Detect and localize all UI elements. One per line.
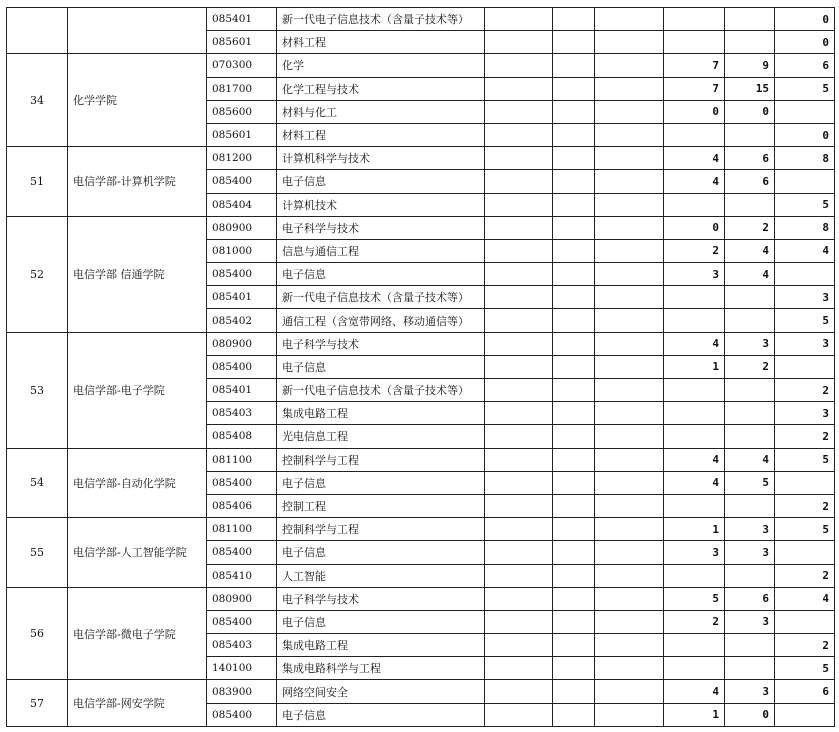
empty-cell (553, 657, 595, 680)
empty-cell (595, 355, 664, 378)
empty-cell (595, 54, 664, 77)
quota-value-cell-3: 0 (775, 8, 835, 31)
empty-cell (485, 77, 553, 100)
major-name-cell: 新一代电子信息技术（含量子技术等） (277, 8, 485, 31)
quota-value-cell-1 (664, 634, 725, 657)
empty-cell (595, 703, 664, 726)
empty-cell (595, 494, 664, 517)
quota-value-cell-2 (725, 193, 775, 216)
empty-cell (595, 610, 664, 633)
quota-value-cell-1 (664, 123, 725, 146)
quota-value-cell-3: 5 (775, 657, 835, 680)
quota-value-cell-2: 4 (725, 448, 775, 471)
empty-cell (553, 193, 595, 216)
empty-cell (595, 193, 664, 216)
quota-value-cell-1: 3 (664, 263, 725, 286)
major-code-cell: 085401 (207, 286, 277, 309)
major-code-cell: 085408 (207, 425, 277, 448)
quota-value-cell-1 (664, 379, 725, 402)
quota-value-cell-1: 7 (664, 54, 725, 77)
quota-value-cell-3: 2 (775, 634, 835, 657)
empty-cell (553, 425, 595, 448)
empty-cell (485, 216, 553, 239)
major-code-cell: 081100 (207, 518, 277, 541)
quota-value-cell-3: 6 (775, 54, 835, 77)
quota-value-cell-3: 3 (775, 286, 835, 309)
table-row (7, 147, 835, 170)
empty-cell (485, 8, 553, 31)
empty-cell (485, 170, 553, 193)
major-name-cell: 集成电路工程 (277, 634, 485, 657)
empty-cell (595, 680, 664, 703)
quota-value-cell-3 (775, 471, 835, 494)
quota-value-cell-1: 4 (664, 680, 725, 703)
empty-cell (485, 634, 553, 657)
major-code-cell: 085406 (207, 494, 277, 517)
quota-value-cell-1 (664, 494, 725, 517)
major-code-cell: 085400 (207, 610, 277, 633)
empty-cell (595, 8, 664, 31)
quota-value-cell-1: 4 (664, 170, 725, 193)
table-row (7, 518, 835, 541)
quota-value-cell-1 (664, 309, 725, 332)
empty-cell (553, 518, 595, 541)
quota-value-cell-2: 15 (725, 77, 775, 100)
empty-cell (595, 263, 664, 286)
empty-cell (595, 402, 664, 425)
quota-value-cell-2 (725, 379, 775, 402)
quota-value-cell-1: 1 (664, 355, 725, 378)
school-name-cell: 电信学部-自动化学院 (68, 448, 207, 518)
quota-value-cell-2 (725, 31, 775, 54)
group-number-cell: 53 (7, 332, 68, 448)
empty-cell (485, 518, 553, 541)
major-name-cell: 电子科学与技术 (277, 587, 485, 610)
empty-cell (485, 147, 553, 170)
major-code-cell: 085401 (207, 8, 277, 31)
major-code-cell: 085404 (207, 193, 277, 216)
empty-cell (553, 564, 595, 587)
empty-cell (553, 379, 595, 402)
quota-value-cell-1: 5 (664, 587, 725, 610)
quota-value-cell-3 (775, 170, 835, 193)
empty-cell (485, 564, 553, 587)
quota-value-cell-1: 7 (664, 77, 725, 100)
major-code-cell: 081000 (207, 239, 277, 262)
empty-cell (595, 448, 664, 471)
major-name-cell: 电子信息 (277, 610, 485, 633)
quota-value-cell-1 (664, 425, 725, 448)
school-name-cell: 化学学院 (68, 54, 207, 147)
table-row (7, 54, 835, 77)
empty-cell (595, 170, 664, 193)
empty-cell (553, 239, 595, 262)
quota-value-cell-1: 2 (664, 239, 725, 262)
empty-cell (485, 587, 553, 610)
major-name-cell: 材料工程 (277, 31, 485, 54)
empty-cell (553, 123, 595, 146)
table-row (7, 8, 835, 31)
empty-cell (553, 402, 595, 425)
empty-cell (595, 564, 664, 587)
table-row (7, 216, 835, 239)
empty-cell (485, 680, 553, 703)
quota-value-cell-2: 3 (725, 680, 775, 703)
quota-value-cell-1: 1 (664, 518, 725, 541)
group-number-cell: 54 (7, 448, 68, 518)
major-name-cell: 网络空间安全 (277, 680, 485, 703)
quota-value-cell-2: 2 (725, 216, 775, 239)
major-code-cell: 085400 (207, 703, 277, 726)
empty-cell (595, 587, 664, 610)
quota-value-cell-3 (775, 263, 835, 286)
empty-cell (553, 216, 595, 239)
major-code-cell: 085400 (207, 541, 277, 564)
empty-cell (485, 541, 553, 564)
quota-value-cell-1: 4 (664, 147, 725, 170)
quota-value-cell-2 (725, 8, 775, 31)
empty-cell (595, 471, 664, 494)
quota-value-cell-1 (664, 657, 725, 680)
empty-cell (553, 54, 595, 77)
quota-value-cell-3: 2 (775, 379, 835, 402)
quota-value-cell-2: 5 (725, 471, 775, 494)
quota-value-cell-3: 8 (775, 216, 835, 239)
school-name-cell: 电信学部-人工智能学院 (68, 518, 207, 588)
empty-cell (595, 541, 664, 564)
empty-cell (595, 100, 664, 123)
quota-value-cell-3: 5 (775, 448, 835, 471)
quota-value-cell-3: 6 (775, 680, 835, 703)
major-name-cell: 材料工程 (277, 123, 485, 146)
major-name-cell: 新一代电子信息技术（含量子技术等） (277, 286, 485, 309)
group-number-cell (7, 8, 68, 54)
quota-value-cell-3 (775, 610, 835, 633)
school-name-cell (68, 8, 207, 54)
empty-cell (485, 31, 553, 54)
quota-value-cell-2: 6 (725, 147, 775, 170)
quota-value-cell-3: 5 (775, 518, 835, 541)
major-name-cell: 人工智能 (277, 564, 485, 587)
empty-cell (485, 263, 553, 286)
empty-cell (485, 123, 553, 146)
empty-cell (485, 309, 553, 332)
empty-cell (485, 54, 553, 77)
empty-cell (553, 8, 595, 31)
school-name-cell: 电信学部-电子学院 (68, 332, 207, 448)
quota-value-cell-3 (775, 541, 835, 564)
quota-value-cell-2: 9 (725, 54, 775, 77)
quota-value-cell-3: 5 (775, 309, 835, 332)
empty-cell (553, 541, 595, 564)
major-code-cell: 070300 (207, 54, 277, 77)
quota-value-cell-2 (725, 494, 775, 517)
major-name-cell: 电子信息 (277, 355, 485, 378)
empty-cell (595, 657, 664, 680)
major-name-cell: 信息与通信工程 (277, 239, 485, 262)
quota-table-body (7, 8, 835, 727)
table-row (7, 680, 835, 703)
empty-cell (553, 634, 595, 657)
quota-value-cell-2 (725, 634, 775, 657)
empty-cell (553, 332, 595, 355)
quota-value-cell-1: 4 (664, 471, 725, 494)
empty-cell (485, 610, 553, 633)
empty-cell (485, 703, 553, 726)
major-code-cell: 081200 (207, 147, 277, 170)
major-name-cell: 电子信息 (277, 471, 485, 494)
table-row (7, 332, 835, 355)
quota-value-cell-2: 3 (725, 541, 775, 564)
quota-value-cell-1: 4 (664, 332, 725, 355)
major-code-cell: 081700 (207, 77, 277, 100)
quota-value-cell-3: 0 (775, 123, 835, 146)
major-code-cell: 085403 (207, 402, 277, 425)
empty-cell (595, 123, 664, 146)
quota-value-cell-2: 6 (725, 170, 775, 193)
empty-cell (553, 587, 595, 610)
quota-value-cell-3: 5 (775, 77, 835, 100)
major-code-cell: 085600 (207, 100, 277, 123)
quota-value-cell-3 (775, 703, 835, 726)
quota-value-cell-2 (725, 286, 775, 309)
major-name-cell: 集成电路科学与工程 (277, 657, 485, 680)
quota-value-cell-2: 4 (725, 239, 775, 262)
group-number-cell: 56 (7, 587, 68, 680)
empty-cell (595, 216, 664, 239)
major-code-cell: 085601 (207, 123, 277, 146)
empty-cell (595, 31, 664, 54)
major-name-cell: 电子科学与技术 (277, 332, 485, 355)
quota-value-cell-2: 6 (725, 587, 775, 610)
empty-cell (553, 170, 595, 193)
empty-cell (485, 239, 553, 262)
quota-value-cell-3: 3 (775, 332, 835, 355)
empty-cell (485, 402, 553, 425)
quota-value-cell-2 (725, 309, 775, 332)
quota-value-cell-1: 0 (664, 216, 725, 239)
quota-value-cell-3: 2 (775, 425, 835, 448)
quota-value-cell-1 (664, 402, 725, 425)
quota-value-cell-3: 5 (775, 193, 835, 216)
major-code-cell: 081100 (207, 448, 277, 471)
major-code-cell: 080900 (207, 216, 277, 239)
empty-cell (553, 680, 595, 703)
school-name-cell: 电信学部-微电子学院 (68, 587, 207, 680)
empty-cell (553, 263, 595, 286)
empty-cell (595, 147, 664, 170)
empty-cell (553, 448, 595, 471)
group-number-cell: 57 (7, 680, 68, 726)
quota-value-cell-1: 3 (664, 541, 725, 564)
major-name-cell: 通信工程（含宽带网络、移动通信等） (277, 309, 485, 332)
school-name-cell: 电信学部-网安学院 (68, 680, 207, 726)
empty-cell (485, 379, 553, 402)
empty-cell (553, 494, 595, 517)
empty-cell (485, 332, 553, 355)
quota-value-cell-3: 8 (775, 147, 835, 170)
major-code-cell: 085400 (207, 170, 277, 193)
major-code-cell: 085402 (207, 309, 277, 332)
quota-value-cell-3: 3 (775, 402, 835, 425)
quota-value-cell-1: 4 (664, 448, 725, 471)
quota-value-cell-2 (725, 402, 775, 425)
quota-value-cell-1 (664, 286, 725, 309)
major-code-cell: 085400 (207, 355, 277, 378)
quota-value-cell-3: 4 (775, 587, 835, 610)
empty-cell (485, 193, 553, 216)
major-name-cell: 材料与化工 (277, 100, 485, 123)
quota-value-cell-2 (725, 564, 775, 587)
quota-value-cell-2: 3 (725, 332, 775, 355)
major-name-cell: 计算机科学与技术 (277, 147, 485, 170)
major-name-cell: 电子信息 (277, 170, 485, 193)
school-name-cell: 电信学部-计算机学院 (68, 147, 207, 217)
table-row (7, 448, 835, 471)
quota-value-cell-1 (664, 8, 725, 31)
empty-cell (595, 239, 664, 262)
empty-cell (485, 471, 553, 494)
empty-cell (595, 77, 664, 100)
empty-cell (553, 147, 595, 170)
empty-cell (485, 100, 553, 123)
quota-value-cell-2 (725, 123, 775, 146)
major-name-cell: 电子信息 (277, 263, 485, 286)
empty-cell (595, 379, 664, 402)
major-code-cell: 085400 (207, 471, 277, 494)
major-code-cell: 080900 (207, 587, 277, 610)
major-code-cell: 085401 (207, 379, 277, 402)
empty-cell (595, 425, 664, 448)
major-name-cell: 电子信息 (277, 541, 485, 564)
major-name-cell: 控制科学与工程 (277, 448, 485, 471)
empty-cell (485, 494, 553, 517)
quota-value-cell-1: 0 (664, 100, 725, 123)
major-name-cell: 化学工程与技术 (277, 77, 485, 100)
empty-cell (595, 634, 664, 657)
empty-cell (595, 286, 664, 309)
major-name-cell: 控制科学与工程 (277, 518, 485, 541)
group-number-cell: 51 (7, 147, 68, 217)
empty-cell (553, 471, 595, 494)
quota-value-cell-1 (664, 193, 725, 216)
quota-value-cell-3 (775, 355, 835, 378)
empty-cell (553, 355, 595, 378)
major-name-cell: 计算机技术 (277, 193, 485, 216)
quota-value-cell-3: 0 (775, 31, 835, 54)
empty-cell (595, 332, 664, 355)
quota-value-cell-3: 4 (775, 239, 835, 262)
quota-value-cell-2: 4 (725, 263, 775, 286)
quota-value-cell-2: 0 (725, 703, 775, 726)
group-number-cell: 34 (7, 54, 68, 147)
school-name-cell: 电信学部 信通学院 (68, 216, 207, 332)
empty-cell (595, 518, 664, 541)
group-number-cell: 52 (7, 216, 68, 332)
table-row (7, 587, 835, 610)
major-code-cell: 085601 (207, 31, 277, 54)
quota-value-cell-2: 0 (725, 100, 775, 123)
quota-value-cell-1 (664, 564, 725, 587)
major-name-cell: 化学 (277, 54, 485, 77)
quota-value-cell-3: 2 (775, 494, 835, 517)
major-code-cell: 085403 (207, 634, 277, 657)
empty-cell (553, 77, 595, 100)
empty-cell (553, 309, 595, 332)
empty-cell (553, 31, 595, 54)
empty-cell (485, 657, 553, 680)
quota-value-cell-2 (725, 657, 775, 680)
quota-value-cell-1 (664, 31, 725, 54)
major-code-cell: 080900 (207, 332, 277, 355)
empty-cell (553, 703, 595, 726)
quota-table (6, 7, 835, 727)
major-name-cell: 电子信息 (277, 703, 485, 726)
empty-cell (553, 610, 595, 633)
quota-value-cell-2: 3 (725, 610, 775, 633)
empty-cell (595, 309, 664, 332)
major-name-cell: 新一代电子信息技术（含量子技术等） (277, 379, 485, 402)
major-code-cell: 083900 (207, 680, 277, 703)
empty-cell (485, 286, 553, 309)
empty-cell (485, 425, 553, 448)
empty-cell (553, 286, 595, 309)
quota-value-cell-3: 2 (775, 564, 835, 587)
major-name-cell: 电子科学与技术 (277, 216, 485, 239)
empty-cell (485, 355, 553, 378)
major-code-cell: 085410 (207, 564, 277, 587)
quota-value-cell-1: 1 (664, 703, 725, 726)
quota-value-cell-2: 3 (725, 518, 775, 541)
group-number-cell: 55 (7, 518, 68, 588)
major-code-cell: 085400 (207, 263, 277, 286)
quota-value-cell-2 (725, 425, 775, 448)
major-name-cell: 光电信息工程 (277, 425, 485, 448)
quota-value-cell-1: 2 (664, 610, 725, 633)
quota-value-cell-3 (775, 100, 835, 123)
major-name-cell: 控制工程 (277, 494, 485, 517)
major-name-cell: 集成电路工程 (277, 402, 485, 425)
major-code-cell: 140100 (207, 657, 277, 680)
empty-cell (553, 100, 595, 123)
quota-value-cell-2: 2 (725, 355, 775, 378)
empty-cell (485, 448, 553, 471)
